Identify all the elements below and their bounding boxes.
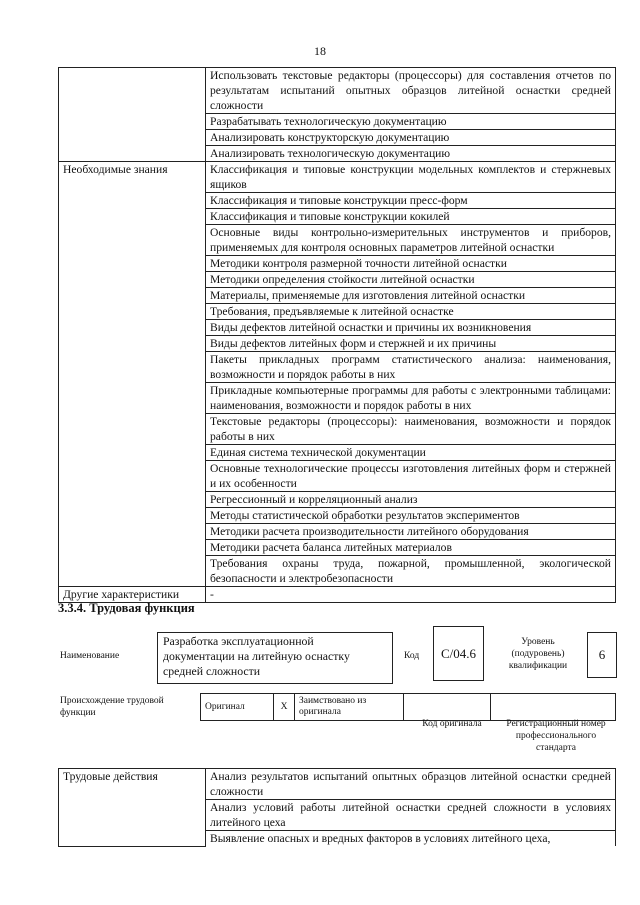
skills-knowledge-table (58, 67, 616, 603)
knowledge-row: Методы статистической обработки результатов экспериментов (206, 508, 616, 524)
skill-row: Анализировать технологическую документацию (206, 146, 616, 162)
knowledge-row: Основные технологические процессы изготовления литейных форм и стержней и их особенности (206, 461, 616, 492)
original-label: Оригинал (201, 694, 274, 721)
labor-action-row: Анализ результатов испытаний опытных образцов литейной оснастки средней сложности (206, 769, 616, 800)
knowledge-row: Регрессионный и корреляционный анализ (206, 492, 616, 508)
code-value: C/04.6 (433, 626, 484, 681)
knowledge-row: Виды дефектов литейных форм и стержней и их причины (206, 336, 616, 352)
knowledge-row: Пакеты прикладных программ статистического анализа: наименования, возможности и порядок работы в них (206, 352, 616, 383)
section-title: 3.3.4. Трудовая функция (58, 601, 195, 615)
knowledge-row: Методики контроля размерной точности литейной оснастки (206, 256, 616, 272)
function-name-label: Наименование (60, 651, 120, 661)
registration-number-note: Регистрационный номер профессионального стандарта (506, 719, 606, 753)
knowledge-label: Необходимые знания (59, 162, 206, 587)
skill-row: Использовать текстовые редакторы (процессоры) для составления отчетов по результатам испытаний опытных образцов литейной оснастки средней сложности (206, 68, 616, 114)
other-characteristics-value: - (206, 587, 616, 603)
labor-action-row: Выявление опасных и вредных факторов в условиях литейного цеха, (206, 831, 616, 847)
code-label: Код (404, 651, 420, 661)
knowledge-row: Виды дефектов литейной оснастки и причины их возникновения (206, 320, 616, 336)
knowledge-row: Материалы, применяемые для изготовления литейной оснастки (206, 288, 616, 304)
knowledge-row: Требования охраны труда, пожарной, промышленной, экологической безопасности и электробезопасности (206, 556, 616, 587)
knowledge-row: Классификация и типовые конструкции кокилей (206, 209, 616, 225)
borrowed-label: Заимствовано из оригинала (295, 694, 404, 721)
qualification-level-value: 6 (587, 632, 617, 678)
function-name-value: Разработка эксплуатационной документации на литейную оснастку средней сложности (157, 632, 393, 684)
knowledge-row: Единая система технической документации (206, 445, 616, 461)
knowledge-row: Требования, предъявляемые к литейной оснастке (206, 304, 616, 320)
skill-row: Разрабатывать технологическую документацию (206, 114, 616, 130)
knowledge-row: Методики расчета производительности литейного оборудования (206, 524, 616, 540)
original-code-cell (404, 694, 491, 721)
knowledge-row: Прикладные компьютерные программы для работы с электронными таблицами: наименования, возможности и порядок работы в них (206, 383, 616, 414)
original-mark: X (274, 694, 295, 721)
knowledge-row: Классификация и типовые конструкции модельных комплектов и стержневых ящиков (206, 162, 616, 193)
labor-actions-table (58, 768, 616, 847)
other-characteristics-label: Другие характеристики (59, 587, 206, 603)
labor-actions-label: Трудовые действия (59, 769, 206, 847)
page-number: 18 (314, 44, 326, 58)
origin-label: Происхождение трудовой функции (60, 696, 164, 718)
knowledge-row: Основные виды контрольно-измерительных инструментов и приборов, применяемых для контроля основных параметров литейной оснастки (206, 225, 616, 256)
skill-row: Анализировать конструкторскую документацию (206, 130, 616, 146)
knowledge-row: Методики расчета баланса литейных материалов (206, 540, 616, 556)
knowledge-row: Текстовые редакторы (процессоры): наименования, возможности и порядок работы в них (206, 414, 616, 445)
labor-action-row: Анализ условий работы литейной оснастки средней сложности в условиях литейного цеха (206, 800, 616, 831)
registration-number-cell (491, 694, 616, 721)
skills-label-cell (59, 68, 206, 162)
knowledge-row: Классификация и типовые конструкции пресс-форм (206, 193, 616, 209)
origin-table (200, 693, 616, 721)
knowledge-row: Методики определения стойкости литейной оснастки (206, 272, 616, 288)
code-original-note: Код оригинала (422, 719, 482, 729)
qualification-level-label: Уровень (подуровень) квалификации (508, 637, 568, 671)
